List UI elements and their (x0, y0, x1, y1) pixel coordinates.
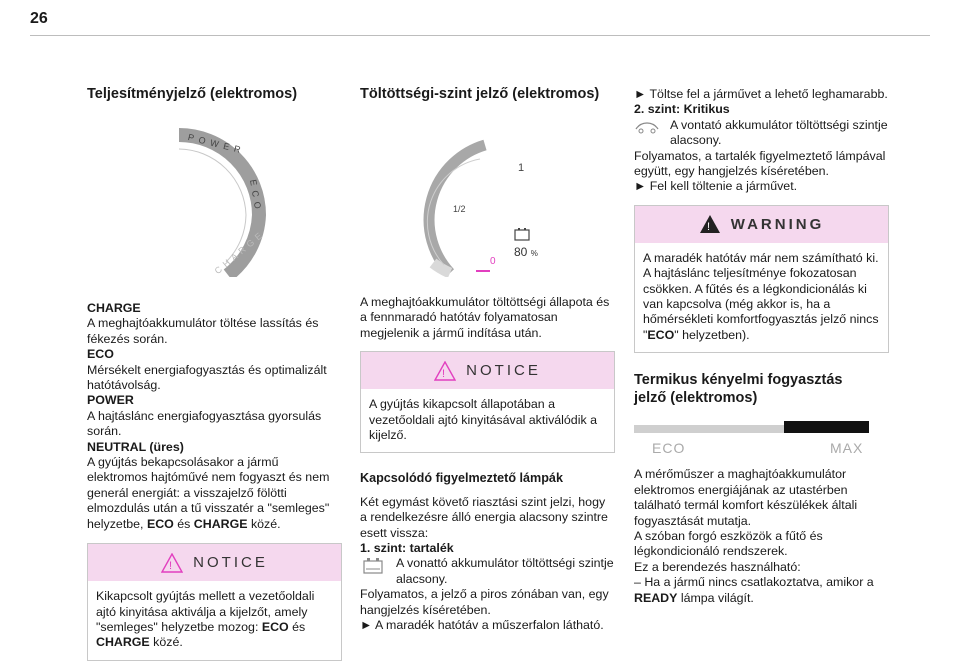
notice-body: A gyújtás kikapcsolt állapotában a vezetőoldali ajtó kinyitásával aktiválódik a kijelző. (369, 397, 597, 443)
warning-triangle-icon (699, 214, 721, 234)
term-power: POWER (87, 393, 134, 408)
notice-title: NOTICE (193, 553, 268, 571)
level2-title: 2. szint: Kritikus (634, 102, 730, 117)
level1-bullet: ► A maradék hatótáv a műszerfalon látható. (360, 618, 604, 633)
power-label: POWER (186, 132, 247, 157)
notice-header (88, 544, 341, 581)
notice-box-2 (360, 351, 615, 453)
term-charge: CHARGE (87, 301, 141, 315)
level1-row (360, 556, 615, 587)
desc-power: A hajtáslánc energiafogyasztása gyorsulás során. (87, 408, 322, 439)
battery-icon (514, 227, 532, 241)
battery-reserve-icon (360, 557, 386, 575)
thermal-para2: A szóban forgó eszközök a fűtő és légkondicionáló rendszerek. (634, 528, 823, 559)
recharge-bullet: ► Fel kell töltenie a járművet. (634, 179, 798, 194)
charge-gauge-svg (360, 117, 615, 277)
column-2 (360, 75, 615, 634)
thermal-eco-label: ECO (652, 440, 686, 457)
svg-text:!: ! (442, 367, 449, 380)
svg-text:!: ! (706, 221, 713, 234)
column-1 (87, 75, 342, 661)
warning-triangle-icon (161, 553, 183, 573)
thermal-max-label: MAX (830, 440, 864, 457)
eco-label: ECO (248, 178, 264, 215)
warning-body: A maradék hatótáv már nem számítható ki. A hajtáslánc teljesítménye fokozatosan csökken. A fűtés és a légkondicionálás ki van kapcsolva (még akkor is, ha a hőmérsékleti komfortfogyasztás jelző nincs "ECO" helyzetben). (643, 250, 879, 342)
warning-header (635, 206, 888, 243)
charge-level-title: Töltöttségi-szint jelző (elektromos) (360, 86, 600, 102)
charge-label: CHARGE (212, 228, 267, 277)
header-divider (30, 35, 930, 36)
gauge-half-label: 1/2 (453, 204, 466, 214)
power-meter-title: Teljesítményjelző (elektromos) (87, 86, 298, 102)
charge-intro: A meghajtóakkumulátor töltöttségi állapota és a fennmaradó hatótáv folyamatosan megjelenik a jármű indítása után. (360, 295, 610, 340)
notice-body: Kikapcsolt gyújtás mellett a vezetőoldali ajtó kinyitása aktiválja a kijelzőt, amely "semleges" helyzetbe mozog: ECO és CHARGE közé. (96, 589, 315, 650)
notice-box-1 (87, 543, 342, 661)
desc-neutral: A gyújtás bekapcsolásakor a jármű elektromos hajtóművé nem fogyaszt és nem generál energiát: a visszajelző fölötti elmozdulás után a tű visszatér a "semleges" helyzetbe, ECO és CHARGE közé. (87, 455, 330, 531)
charge-percent: 80 % (514, 245, 538, 259)
charge-soon-bullet: ► Töltse fel a járművet a lehető leghamarabb. (634, 87, 888, 101)
desc-charge: A meghajtóakkumulátor töltése lassítás és fékezés során. (87, 316, 319, 346)
level1-title: 1. szint: tartalék (360, 541, 454, 556)
warning-lamps-intro: Két egymást követő riasztási szint jelzi, hogy a rendelkezésre álló energia alacsony szintre esett vissza: (360, 494, 608, 540)
thermal-bar (634, 421, 869, 435)
svg-text:!: ! (169, 559, 176, 572)
car-plug-icon (634, 119, 660, 135)
thermal-title: Termikus kényelmi fogyasztás jelző (elektromos) (634, 372, 843, 407)
notice-title: NOTICE (466, 362, 541, 380)
charge-gauge (360, 117, 615, 277)
term-eco: ECO (87, 347, 114, 362)
warning-box (634, 205, 889, 353)
thermal-para1: A mérőműszer a maghajtóakkumulátor elektromos energiájának az utastérben található termál komfort készülékek általi fogyasztását mutatja. (634, 467, 858, 528)
warning-lamps-title: Kapcsolódó figyelmeztető lámpák (360, 471, 563, 486)
thermal-gauge (634, 421, 869, 467)
power-gauge (87, 117, 342, 277)
level2-after: Folyamatos, a tartalék figyelmeztető lámpával együtt, egy hangjelzés kíséretében. (634, 148, 886, 179)
warning-triangle-icon (434, 361, 456, 381)
desc-eco: Mérsékelt energiafogyasztás és optimalizált hatótávolság. (87, 362, 327, 393)
column-3 (634, 75, 889, 606)
term-neutral: NEUTRAL (üres) (87, 439, 184, 454)
gauge-zero-label: 0 (490, 256, 496, 267)
level1-text: A vonattó akkumulátor töltöttségi szintje alacsony. (396, 556, 614, 586)
page-number: 26 (30, 10, 48, 27)
level2-row (634, 118, 889, 149)
gauge-full-label: 1 (518, 162, 525, 174)
notice-header (361, 352, 614, 389)
thermal-para3: Ez a berendezés használható: (634, 559, 801, 574)
level1-after: Folyamatos, a jelző a piros zónában van, egy hangjelzés kíséretében. (360, 587, 609, 617)
level2-text: A vontató akkumulátor töltöttségi szintje alacsony. (670, 117, 888, 148)
warning-title: WARNING (730, 215, 825, 233)
thermal-para4: – Ha a jármű nincs csatlakoztatva, amikor a READY lámpa világít. (634, 575, 874, 605)
